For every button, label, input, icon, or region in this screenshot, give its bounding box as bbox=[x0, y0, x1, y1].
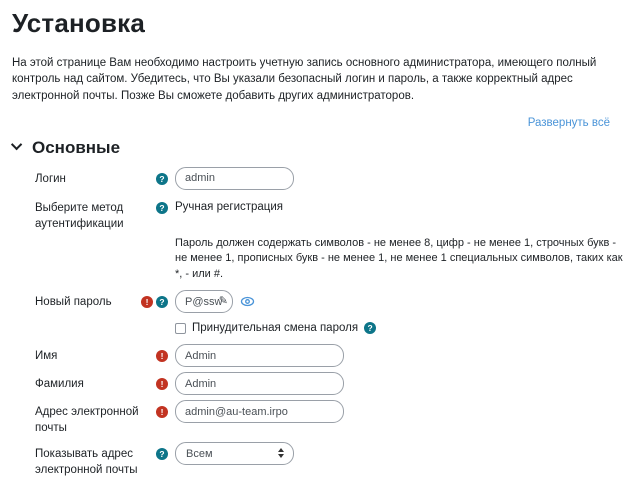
help-icon[interactable]: ? bbox=[156, 448, 168, 460]
section-toggle-general[interactable] bbox=[12, 138, 612, 158]
intro-text: На этой странице Вам необходимо настроить учетную запись основного администратора, имеющего полный контроль над сайтом. Убедитесь, что Вы указали безопасный логин и пароль, а также корректный адрес электронной почты. Позже Вы сможете добавить других администраторов. bbox=[12, 57, 597, 102]
email-visibility-select[interactable] bbox=[175, 442, 294, 465]
help-icon[interactable]: ? bbox=[156, 173, 168, 185]
help-icon[interactable]: ? bbox=[156, 296, 168, 308]
row-new-password bbox=[12, 290, 612, 313]
expand-all-link[interactable]: Развернуть всё bbox=[527, 116, 610, 129]
help-icon[interactable]: ? bbox=[364, 322, 376, 334]
row-login bbox=[12, 167, 612, 190]
new-password-input[interactable] bbox=[175, 290, 233, 313]
row-auth-method bbox=[12, 196, 612, 232]
auth-method-value: Ручная регистрация bbox=[175, 200, 284, 213]
row-email bbox=[12, 400, 612, 436]
row-last-name bbox=[12, 372, 612, 395]
last-name-input[interactable] bbox=[175, 372, 344, 395]
required-icon: ! bbox=[156, 350, 168, 362]
required-icon: ! bbox=[156, 378, 168, 390]
required-icon: ! bbox=[156, 406, 168, 418]
password-policy-text: Пароль должен содержать символов - не менее 8, цифр - не менее 1, строчных букв - не менее 1, прописных букв - не менее 1, не менее 1 специальных символов, таких как *, - или #. bbox=[175, 237, 623, 280]
login-input[interactable] bbox=[175, 167, 294, 190]
force-password-change-checkbox[interactable] bbox=[175, 323, 186, 334]
email-visibility-label: Показывать адрес электронной почты bbox=[35, 448, 138, 476]
email-input[interactable] bbox=[175, 400, 344, 423]
password-visibility-toggle[interactable] bbox=[240, 295, 255, 308]
chevron-down-icon bbox=[11, 139, 22, 150]
first-name-label: Имя bbox=[35, 350, 58, 363]
pencil-edit-icon: ✎ bbox=[218, 295, 228, 308]
page-title: Установка bbox=[12, 8, 146, 38]
row-email-visibility bbox=[12, 442, 612, 478]
email-label: Адрес электронной почты bbox=[35, 406, 139, 434]
first-name-input[interactable] bbox=[175, 344, 344, 367]
eye-icon bbox=[240, 295, 255, 308]
expand-all-row bbox=[12, 113, 612, 131]
new-password-label: Новый пароль bbox=[35, 296, 112, 309]
row-first-name bbox=[12, 344, 612, 367]
help-icon[interactable]: ? bbox=[156, 202, 168, 214]
admin-account-form bbox=[12, 167, 623, 478]
force-password-change-label: Принудительная смена пароля bbox=[192, 322, 359, 335]
auth-method-label: Выберите метод аутентификации bbox=[35, 201, 124, 230]
row-force-password-change bbox=[175, 322, 612, 334]
login-label: Логин bbox=[35, 172, 66, 185]
last-name-label: Фамилия bbox=[35, 378, 84, 391]
section-title: Основные bbox=[32, 137, 121, 157]
required-icon: ! bbox=[141, 296, 153, 308]
